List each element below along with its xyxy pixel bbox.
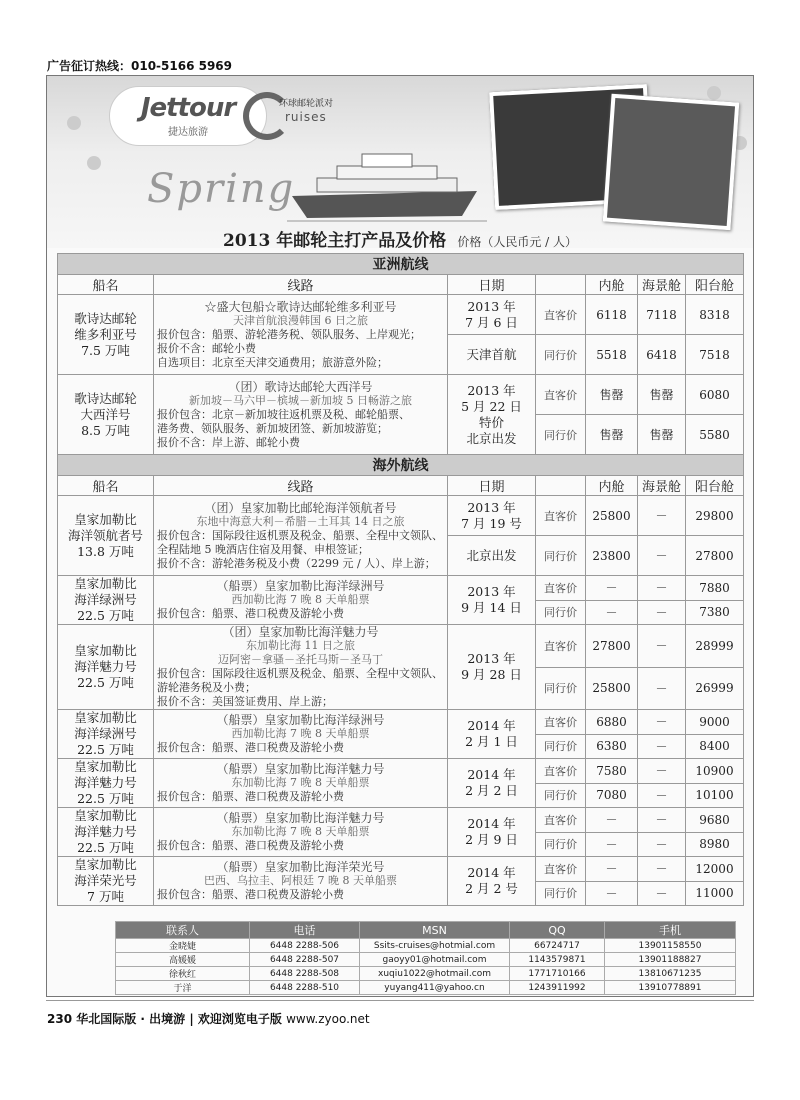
route-note: 报价不含：邮轮小费 <box>157 341 256 355</box>
route-note: 自选项目：北京至天津交通费用；旅游意外险； <box>157 355 388 369</box>
price-seaview: － <box>638 783 686 808</box>
family-photo <box>603 94 740 231</box>
price-inside: 5518 <box>586 335 638 375</box>
footer-text: 230 华北国际版 · 出境游 | 欢迎浏览电子版 <box>47 1012 282 1026</box>
route-subtitle: 西加勒比海 7 晚 8 天单船票 <box>231 727 370 740</box>
route-subtitle: 东加勒比海 7 晚 8 天单船票 <box>231 825 370 838</box>
date-line: 2014 年 <box>467 718 516 733</box>
date-cell <box>448 857 536 906</box>
route-note: 报价不含：岸上游、邮轮小费 <box>157 435 300 449</box>
date-line: 2013 年 <box>467 382 516 398</box>
price-seaview: － <box>638 734 686 759</box>
date-line: 2013 年 <box>467 499 516 515</box>
price-seaview: － <box>638 496 686 536</box>
price-type: 直客价 <box>536 295 586 335</box>
route-note: 报价包含：北京－新加坡往返机票及税、邮轮船票、 <box>157 407 410 421</box>
price-note: 价格（人民币元 / 人） <box>457 235 577 248</box>
ship-name-cell <box>58 625 154 710</box>
date-note-cell: 北京出发 <box>448 536 536 576</box>
contact-cell: 6448 2288-507 <box>250 953 360 967</box>
column-header: 海景舱 <box>638 275 686 295</box>
route-subtitle: 巴西、乌拉圭、阿根廷 7 晚 8 天单船票 <box>204 874 397 887</box>
ship-name-line: 皇家加勒比 <box>74 857 137 872</box>
contact-cell: 6448 2288-508 <box>250 967 360 981</box>
route-note: 报价包含：国际段往返机票及税金、船票、全程中文领队、 <box>157 528 443 542</box>
price-type: 同行价 <box>536 734 586 759</box>
ship-name-line: 22.5 万吨 <box>77 608 134 623</box>
date-line: 2014 年 <box>467 865 516 880</box>
route-cell <box>154 496 448 576</box>
price-balcony: 7880 <box>686 576 744 601</box>
price-balcony: 12000 <box>686 857 744 882</box>
column-header: 船名 <box>58 275 154 295</box>
ship-name-line: 7 万吨 <box>87 889 124 904</box>
section-row <box>58 254 744 275</box>
price-type: 同行价 <box>536 881 586 906</box>
price-inside: 6380 <box>586 734 638 759</box>
price-type: 同行价 <box>536 600 586 625</box>
price-balcony: 6080 <box>686 375 744 415</box>
date-line: 2013 年 <box>467 298 516 314</box>
price-inside: － <box>586 600 638 625</box>
cruise-row <box>58 710 744 735</box>
date-line: 2014 年 <box>467 816 516 831</box>
price-seaview: － <box>638 625 686 668</box>
date-cell <box>448 295 536 335</box>
route-title: （船票）皇家加勒比海洋荣光号 <box>216 860 385 874</box>
route-subtitle: 东加勒比海 11 日之旅 <box>246 639 355 652</box>
route-note: 港务费、领队服务、新加坡团签、新加坡游览； <box>157 421 388 435</box>
price-inside: － <box>586 832 638 857</box>
price-balcony: 7380 <box>686 600 744 625</box>
route-cell <box>154 295 448 375</box>
date-line: 9 月 14 日 <box>461 600 522 615</box>
contact-header-row <box>116 922 736 939</box>
price-seaview: － <box>638 576 686 601</box>
route-subtitle: 天津首航浪漫韩国 6 日之旅 <box>233 313 368 327</box>
price-type: 直客价 <box>536 710 586 735</box>
ship-name-line: 大西洋号 <box>80 406 131 422</box>
contact-cell[interactable]: Ssits-cruises@hotmial.com <box>360 939 510 953</box>
price-table <box>57 253 744 906</box>
banner <box>47 76 753 248</box>
ship-name-line: 皇家加勒比 <box>74 710 137 725</box>
price-type: 直客价 <box>536 759 586 784</box>
price-type: 同行价 <box>536 783 586 808</box>
date-cell <box>448 710 536 759</box>
column-header: 阳台舱 <box>686 476 744 496</box>
column-header: 线路 <box>154 275 448 295</box>
route-note: 报价包含：国际段往返机票及税金、船票、全程中文领队、 <box>157 667 443 680</box>
price-seaview: 售罄 <box>638 415 686 455</box>
contact-cell: 6448 2288-506 <box>250 939 360 953</box>
ship-name-line: 8.5 万吨 <box>81 422 130 438</box>
ship-name-line: 歌诗达邮轮 <box>74 390 137 406</box>
date-line: 2 月 9 日 <box>465 832 518 847</box>
date-line: 北京出发 <box>466 430 517 446</box>
date-cell <box>448 625 536 710</box>
price-inside: 23800 <box>586 536 638 576</box>
price-inside: 7580 <box>586 759 638 784</box>
ad-hotline: 广告征订热线：010-5166 5969 <box>47 59 233 73</box>
route-title: （船票）皇家加勒比海洋绿洲号 <box>216 579 385 593</box>
price-seaview: 7118 <box>638 295 686 335</box>
cruise-row <box>58 375 744 415</box>
cruise-row <box>58 576 744 601</box>
ship-name-line: 皇家加勒比 <box>74 576 137 591</box>
price-seaview: － <box>638 600 686 625</box>
route-note: 报价不含：游轮港务税及小费（2299 元 / 人）、岸上游； <box>157 556 436 570</box>
route-cell <box>154 808 448 857</box>
price-seaview: 6418 <box>638 335 686 375</box>
flower-decoration <box>67 116 81 130</box>
contact-cell: 13810671235 <box>605 967 736 981</box>
ship-name-line: 皇家加勒比 <box>74 808 137 823</box>
section-row <box>58 455 744 476</box>
flower-decoration <box>87 156 101 170</box>
price-type: 直客价 <box>536 857 586 882</box>
route-cell <box>154 625 448 710</box>
route-note: 报价包含：船票、港口税费及游轮小费 <box>157 790 344 803</box>
route-subtitle: 新加坡－马六甲－槟城－新加坡 5 日畅游之旅 <box>189 393 412 407</box>
date-cell <box>448 808 536 857</box>
spring-title: Spring <box>147 166 296 212</box>
route-title: （团）歌诗达邮轮大西洋号 <box>228 379 373 394</box>
price-inside: 27800 <box>586 625 638 668</box>
column-header: 日期 <box>448 275 536 295</box>
date-line: 2 月 1 日 <box>465 734 518 749</box>
date-line: 2013 年 <box>467 584 516 599</box>
price-inside: 6880 <box>586 710 638 735</box>
price-type: 直客价 <box>536 625 586 668</box>
ship-name-cell <box>58 808 154 857</box>
price-type: 同行价 <box>536 832 586 857</box>
ship-name-line: 海洋绿洲号 <box>74 592 137 607</box>
route-note: 报价不含：美国签证费用、岸上游； <box>157 695 333 708</box>
price-balcony: 7518 <box>686 335 744 375</box>
ship-name-cell <box>58 710 154 759</box>
price-balcony: 10100 <box>686 783 744 808</box>
price-type: 直客价 <box>536 375 586 415</box>
logo-sub-text: 捷达旅游 <box>168 127 208 138</box>
cruise-row <box>58 759 744 784</box>
contact-cell: 1243911992 <box>510 981 605 995</box>
route-cell <box>154 375 448 455</box>
cruise-ship-icon <box>287 136 487 226</box>
price-inside: 售罄 <box>586 415 638 455</box>
route-note: 全程陆地 5 晚酒店住宿及用餐、申根签证； <box>157 542 369 556</box>
section-title: 海外航线 <box>58 455 744 476</box>
price-balcony: 10900 <box>686 759 744 784</box>
price-balcony: 8318 <box>686 295 744 335</box>
contact-cell: 66724717 <box>510 939 605 953</box>
contact-cell: 6448 2288-510 <box>250 981 360 995</box>
date-line: 2013 年 <box>467 651 516 666</box>
contact-row <box>116 981 736 995</box>
contact-header: MSN <box>360 922 510 939</box>
cruise-row <box>58 857 744 882</box>
price-balcony: 27800 <box>686 536 744 576</box>
route-subtitle: 西加勒比海 7 晚 8 天单船票 <box>231 593 370 606</box>
contact-header: 联系人 <box>116 922 250 939</box>
price-balcony: 9000 <box>686 710 744 735</box>
cruise-row <box>58 625 744 668</box>
contact-cell: 13910778891 <box>605 981 736 995</box>
column-header: 海景舱 <box>638 476 686 496</box>
price-balcony: 8980 <box>686 832 744 857</box>
cruise-party-name: 环球邮轮派对 <box>279 99 334 109</box>
route-title: （船票）皇家加勒比海洋魅力号 <box>216 811 385 825</box>
column-header <box>536 476 586 496</box>
price-seaview: － <box>638 710 686 735</box>
route-subtitle: 迈阿密－拿骚－圣托马斯－圣马丁 <box>218 653 383 666</box>
logo-main-text: Jettour <box>140 93 236 123</box>
column-header: 船名 <box>58 476 154 496</box>
price-inside: － <box>586 857 638 882</box>
price-inside: 25800 <box>586 496 638 536</box>
flower-decoration <box>707 86 721 100</box>
contact-cell: 13901188827 <box>605 953 736 967</box>
column-header <box>536 275 586 295</box>
ship-name-line: 22.5 万吨 <box>77 840 134 855</box>
price-inside: － <box>586 881 638 906</box>
ship-name-line: 22.5 万吨 <box>77 742 134 757</box>
header-row <box>58 275 744 295</box>
price-table-body <box>58 254 744 906</box>
ship-name-line: 歌诗达邮轮 <box>74 310 137 326</box>
price-balcony: 26999 <box>686 667 744 710</box>
price-balcony: 29800 <box>686 496 744 536</box>
ship-name-line: 皇家加勒比 <box>74 759 137 774</box>
price-type: 直客价 <box>536 496 586 536</box>
route-cell <box>154 857 448 906</box>
route-subtitle: 东加勒比海 7 晚 8 天单船票 <box>231 776 370 789</box>
price-inside: － <box>586 808 638 833</box>
route-note: 报价包含：船票、港口税费及游轮小费 <box>157 839 344 852</box>
cruise-row <box>58 496 744 536</box>
price-type: 同行价 <box>536 536 586 576</box>
ship-name-line: 维多利亚号 <box>74 326 137 342</box>
ship-name-cell <box>58 576 154 625</box>
route-title: ☆盛大包船☆歌诗达邮轮维多利亚号 <box>204 299 397 314</box>
date-line: 特价 <box>478 414 504 430</box>
section-title: 亚洲航线 <box>58 254 744 275</box>
contact-table <box>115 921 736 995</box>
date-cell <box>448 759 536 808</box>
price-inside: 6118 <box>586 295 638 335</box>
route-cell <box>154 759 448 808</box>
route-note: 报价包含：船票、港口税费及游轮小费 <box>157 741 344 754</box>
route-note: 报价包含：船票、港口税费及游轮小费 <box>157 888 344 901</box>
contact-row <box>116 953 736 967</box>
contact-cell: 于洋 <box>116 981 250 995</box>
ship-name-line: 22.5 万吨 <box>77 791 134 806</box>
route-subtitle: 东地中海意大利－希腊－土耳其 14 日之旅 <box>196 514 405 528</box>
price-type: 同行价 <box>536 415 586 455</box>
contact-header: QQ <box>510 922 605 939</box>
contact-table-body <box>116 922 736 995</box>
price-seaview: － <box>638 808 686 833</box>
price-seaview: － <box>638 832 686 857</box>
contact-cell: 高媛媛 <box>116 953 250 967</box>
contact-header: 手机 <box>605 922 736 939</box>
contact-cell: 徐秋红 <box>116 967 250 981</box>
ship-name-line: 海洋绿洲号 <box>74 726 137 741</box>
price-inside: 售罄 <box>586 375 638 415</box>
price-inside: － <box>586 576 638 601</box>
date-line: 7 月 6 日 <box>465 314 518 330</box>
price-balcony: 9680 <box>686 808 744 833</box>
date-line: 9 月 28 日 <box>461 667 522 682</box>
date-line: 2 月 2 号 <box>465 881 518 896</box>
column-header: 内舱 <box>586 275 638 295</box>
price-type: 直客价 <box>536 808 586 833</box>
price-type: 直客价 <box>536 576 586 601</box>
price-seaview: － <box>638 759 686 784</box>
price-type: 同行价 <box>536 667 586 710</box>
date-note-cell: 天津首航 <box>448 335 536 375</box>
ship-name-line: 7.5 万吨 <box>81 342 130 358</box>
ship-name-cell <box>58 759 154 808</box>
ship-name-line: 海洋荣光号 <box>74 873 137 888</box>
date-line: 7 月 19 号 <box>461 515 522 531</box>
cruise-row <box>58 295 744 335</box>
date-line: 2014 年 <box>467 767 516 782</box>
column-header: 阳台舱 <box>686 275 744 295</box>
price-inside: 7080 <box>586 783 638 808</box>
route-cell <box>154 710 448 759</box>
route-note: 游轮港务税及小费； <box>157 681 256 694</box>
date-cell <box>448 496 536 536</box>
contact-cell: 13901158550 <box>605 939 736 953</box>
date-line: 2 月 2 日 <box>465 783 518 798</box>
contact-cell[interactable]: gaoyy01@hotmail.com <box>360 953 510 967</box>
price-balcony: 28999 <box>686 625 744 668</box>
price-inside: 25800 <box>586 667 638 710</box>
column-header: 日期 <box>448 476 536 496</box>
bottom-rule <box>46 1000 754 1001</box>
column-header: 内舱 <box>586 476 638 496</box>
price-seaview: － <box>638 881 686 906</box>
contact-cell[interactable]: yuyang411@yahoo.cn <box>360 981 510 995</box>
date-cell <box>448 375 536 455</box>
price-seaview: 售罄 <box>638 375 686 415</box>
price-seaview: － <box>638 857 686 882</box>
ship-name-line: 海洋魅力号 <box>74 824 137 839</box>
date-line: 5 月 22 日 <box>461 398 522 414</box>
price-seaview: － <box>638 667 686 710</box>
ship-name-line: 13.8 万吨 <box>77 543 134 559</box>
ship-name-line: 海洋魅力号 <box>74 659 137 674</box>
headline-title: 2013 年邮轮主打产品及价格 <box>222 231 447 248</box>
contact-row <box>116 967 736 981</box>
price-type: 同行价 <box>536 335 586 375</box>
ship-name-line: 皇家加勒比 <box>74 511 137 527</box>
ship-name-line: 海洋魅力号 <box>74 775 137 790</box>
route-title: （船票）皇家加勒比海洋绿洲号 <box>216 713 385 727</box>
contact-cell: 1771710166 <box>510 967 605 981</box>
cruise-row <box>58 808 744 833</box>
headline <box>47 226 753 248</box>
route-title: （团）皇家加勒比海洋魅力号 <box>222 625 379 639</box>
ship-name-cell <box>58 375 154 455</box>
ship-name-cell <box>58 295 154 375</box>
cruise-english-name: ruises <box>285 110 327 124</box>
ad-frame <box>46 75 754 997</box>
route-note: 报价包含：船票、游轮港务税、领队服务、上岸观光； <box>157 327 421 341</box>
contact-cell: 1143579871 <box>510 953 605 967</box>
price-seaview: － <box>638 536 686 576</box>
footer-url[interactable]: www.zyoo.net <box>286 1012 370 1026</box>
ship-name-line: 海洋领航者号 <box>67 527 143 543</box>
contact-header: 电话 <box>250 922 360 939</box>
ship-name-line: 皇家加勒比 <box>74 643 137 658</box>
contact-cell[interactable]: xuqiu1022@hotmail.com <box>360 967 510 981</box>
header-row <box>58 476 744 496</box>
contact-cell: 金晓婕 <box>116 939 250 953</box>
price-balcony: 8400 <box>686 734 744 759</box>
contact-row <box>116 939 736 953</box>
ship-name-cell <box>58 496 154 576</box>
ship-name-line: 22.5 万吨 <box>77 675 134 690</box>
price-balcony: 5580 <box>686 415 744 455</box>
route-title: （船票）皇家加勒比海洋魅力号 <box>216 762 385 776</box>
route-cell <box>154 576 448 625</box>
date-cell <box>448 576 536 625</box>
column-header: 线路 <box>154 476 448 496</box>
route-note: 报价包含：船票、港口税费及游轮小费 <box>157 607 344 620</box>
page-footer <box>47 1010 370 1027</box>
price-balcony: 11000 <box>686 881 744 906</box>
ship-name-cell <box>58 857 154 906</box>
route-title: （团）皇家加勒比邮轮海洋领航者号 <box>204 500 397 515</box>
